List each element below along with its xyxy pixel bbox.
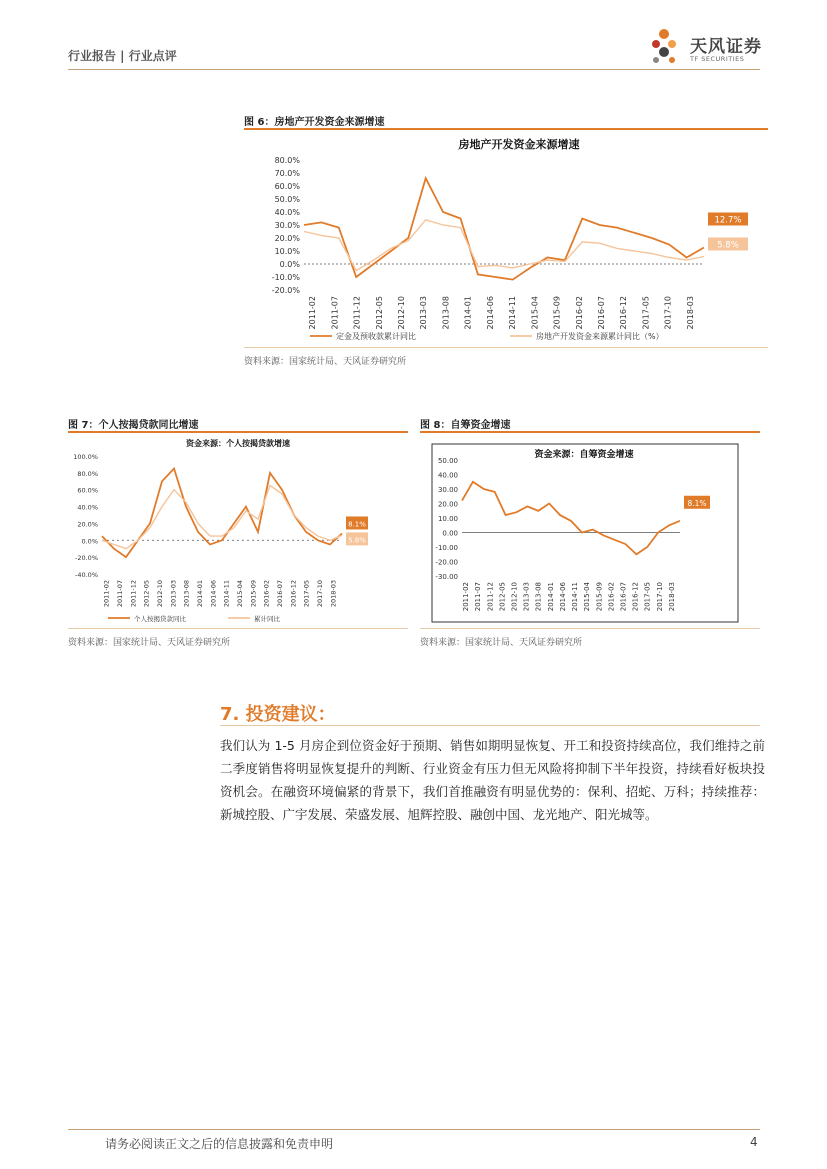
x-tick-label: 2017-05 xyxy=(643,582,652,612)
legend-entry xyxy=(510,331,664,341)
figure6-bottom-rule xyxy=(244,347,768,348)
svg-text:5.8%: 5.8% xyxy=(348,536,366,545)
x-tick-label: 2016-07 xyxy=(276,580,284,608)
y-tick-label: 0.00 xyxy=(442,529,458,538)
y-tick-label: -20.00 xyxy=(435,558,458,567)
figure6-top-rule xyxy=(244,128,768,130)
svg-text:个人按揭贷款同比: 个人按揭贷款同比 xyxy=(134,615,186,623)
figure8-source: 资料来源：国家统计局、天风证券研究所 xyxy=(420,638,583,648)
x-tick-label: 2011-02 xyxy=(308,296,318,330)
legend-entry xyxy=(228,614,281,623)
y-tick-label: -10.0% xyxy=(271,273,300,282)
legend-entry xyxy=(310,331,416,341)
x-tick-label: 2013-08 xyxy=(534,582,543,612)
y-tick-label: 20.00 xyxy=(437,500,458,509)
logo-text-en: TF SECURITIES xyxy=(690,55,745,63)
svg-text:房地产开发资金来源累计同比（%）: 房地产开发资金来源累计同比（%） xyxy=(536,332,664,341)
figure8-caption: 图 8：自筹资金增速 xyxy=(420,420,511,431)
y-tick-label: -20.0% xyxy=(75,554,98,563)
y-tick-label: 10.00 xyxy=(437,515,458,523)
y-tick-label: 80.0% xyxy=(77,469,98,478)
x-tick-label: 2011-07 xyxy=(474,582,483,612)
figure8-top-rule xyxy=(420,431,760,433)
x-tick-label: 2015-09 xyxy=(595,582,604,612)
y-tick-label: 40.0% xyxy=(77,503,98,512)
figure6-source: 资料来源：国家统计局、天风证券研究所 xyxy=(244,357,407,367)
x-tick-label: 2017-10 xyxy=(316,580,324,608)
x-tick-label: 2012-10 xyxy=(156,580,164,608)
section-divider xyxy=(220,725,760,726)
y-tick-label: 0.0% xyxy=(81,537,98,546)
x-tick-label: 2016-12 xyxy=(619,296,629,330)
x-tick-label: 2018-03 xyxy=(667,582,676,612)
figure7-bottom-rule xyxy=(68,628,408,629)
x-tick-label: 2011-07 xyxy=(330,296,340,330)
y-tick-label: 50.0% xyxy=(274,195,300,204)
x-tick-label: 2011-12 xyxy=(129,580,138,608)
x-tick-label: 2016-07 xyxy=(597,296,606,330)
y-tick-label: 40.0% xyxy=(274,208,300,217)
y-tick-label: 20.0% xyxy=(77,520,98,529)
end-value-label xyxy=(346,532,368,545)
svg-text:12.7%: 12.7% xyxy=(714,215,742,226)
chart-title: 资金来源：自筹资金增速 xyxy=(534,450,634,460)
x-tick-label: 2011-02 xyxy=(462,582,471,612)
x-tick-label: 2012-05 xyxy=(498,582,507,612)
header-divider xyxy=(68,69,760,70)
x-tick-label: 2012-05 xyxy=(374,296,384,330)
x-tick-label: 2013-03 xyxy=(169,580,178,608)
svg-text:定金及预收款累计同比: 定金及预收款累计同比 xyxy=(336,332,416,341)
x-tick-label: 2017-10 xyxy=(663,296,673,330)
figure8-bottom-rule xyxy=(420,628,760,629)
x-tick-label: 2016-12 xyxy=(631,582,640,612)
figure6-caption: 图 6：房地产开发资金来源增速 xyxy=(244,117,385,128)
x-tick-label: 2011-12 xyxy=(352,296,362,330)
svg-text:8.1%: 8.1% xyxy=(348,520,366,529)
figure8-chart xyxy=(420,434,760,626)
logo-text-cn: 天风证券 xyxy=(690,37,762,57)
section-body: 我们认为 1-5 月房企到位资金好于预期、销售如期明显恢复、开工和投资持续高位，我们维持之前二季度销售将明显恢复提升的判断、行业资金有压力但无风险将抑制下半年投资，持续看好板块投资机会。在融资环境偏紧的背景下，我们首推融资有明显优势的：保利、招蛇、万科；持续推荐：新城控股、广宇发展、荣盛发展、旭辉控股、融创中国、龙光地产、阳光城等。 xyxy=(220,738,765,822)
footer-divider xyxy=(68,1129,760,1130)
x-tick-label: 2017-10 xyxy=(655,582,664,612)
x-tick-label: 2011-12 xyxy=(486,582,495,612)
x-tick-label: 2016-07 xyxy=(619,582,628,612)
x-tick-label: 2018-03 xyxy=(329,580,338,608)
legend-entry xyxy=(108,614,187,623)
x-tick-label: 2014-01 xyxy=(196,580,204,608)
figure7-chart xyxy=(68,434,408,626)
disclaimer-text: 请务必阅读正文之后的信息披露和免责申明 xyxy=(105,1137,334,1151)
x-tick-label: 2013-08 xyxy=(441,296,451,330)
x-tick-label: 2014-06 xyxy=(209,580,218,608)
series-line-2 xyxy=(304,220,704,271)
svg-text:5.8%: 5.8% xyxy=(717,240,739,251)
svg-text:累计同比: 累计同比 xyxy=(254,615,280,623)
x-tick-label: 2015-09 xyxy=(249,580,258,608)
x-tick-label: 2015-04 xyxy=(530,296,540,330)
y-tick-label: 70.0% xyxy=(274,169,300,178)
x-tick-label: 2014-06 xyxy=(485,296,495,330)
x-tick-label: 2017-05 xyxy=(641,296,651,330)
x-tick-label: 2018-03 xyxy=(685,296,695,330)
end-value-label xyxy=(684,496,710,509)
x-tick-label: 2016-02 xyxy=(607,582,616,612)
chart-title: 房地产开发资金来源增速 xyxy=(458,138,580,151)
x-tick-label: 2013-03 xyxy=(419,296,429,330)
chart-title: 资金来源：个人按揭贷款增速 xyxy=(186,439,290,448)
x-tick-label: 2012-05 xyxy=(142,580,151,608)
y-tick-label: 20.0% xyxy=(274,234,300,243)
x-tick-label: 2016-02 xyxy=(574,296,584,330)
figure6-chart xyxy=(244,132,768,345)
y-tick-label: 0.0% xyxy=(279,260,300,269)
report-type-header: 行业报告 | 行业点评 xyxy=(68,49,177,63)
x-tick-label: 2014-11 xyxy=(571,582,580,612)
x-tick-label: 2013-08 xyxy=(182,580,191,608)
x-tick-label: 2014-01 xyxy=(463,296,473,330)
y-tick-label: 80.0% xyxy=(274,156,300,165)
x-tick-label: 2011-02 xyxy=(102,580,111,608)
y-tick-label: 30.0% xyxy=(274,221,300,230)
x-tick-label: 2015-09 xyxy=(552,296,562,330)
end-value-label xyxy=(708,237,748,250)
y-tick-label: 100.0% xyxy=(73,453,98,461)
x-tick-label: 2012-10 xyxy=(510,582,519,612)
y-tick-label: 30.00 xyxy=(437,486,458,494)
x-tick-label: 2015-04 xyxy=(236,580,244,608)
y-tick-label: 10.0% xyxy=(274,247,300,256)
end-value-label xyxy=(346,516,368,529)
y-tick-label: -10.00 xyxy=(435,544,458,552)
series-line-1 xyxy=(102,469,342,557)
end-value-label xyxy=(708,212,748,225)
y-tick-label: 60.0% xyxy=(274,182,300,191)
x-tick-label: 2014-11 xyxy=(508,296,518,330)
y-tick-label: 50.00 xyxy=(437,457,458,465)
x-tick-label: 2011-07 xyxy=(116,580,124,608)
x-tick-label: 2016-12 xyxy=(289,580,298,608)
x-tick-label: 2015-04 xyxy=(583,582,592,612)
x-tick-label: 2014-01 xyxy=(546,582,555,612)
x-tick-label: 2016-02 xyxy=(262,580,271,608)
page-number: 4 xyxy=(750,1135,758,1149)
figure7-caption: 图 7：个人按揭贷款同比增速 xyxy=(68,420,199,431)
figure7-top-rule xyxy=(68,431,408,433)
figure7-source: 资料来源：国家统计局、天风证券研究所 xyxy=(68,638,231,648)
x-tick-label: 2014-11 xyxy=(222,580,231,608)
y-tick-label: 40.00 xyxy=(437,471,458,480)
x-tick-label: 2017-05 xyxy=(302,580,311,608)
y-tick-label: 60.0% xyxy=(77,486,98,495)
section-title: 7. 投资建议： xyxy=(220,704,336,725)
y-tick-label: -30.00 xyxy=(435,573,458,581)
y-tick-label: -40.0% xyxy=(75,571,98,579)
x-tick-label: 2013-03 xyxy=(522,582,531,612)
series-line-1 xyxy=(462,482,680,555)
x-tick-label: 2012-10 xyxy=(397,296,406,330)
svg-text:8.1%: 8.1% xyxy=(687,498,707,508)
y-tick-label: -20.0% xyxy=(271,286,300,295)
x-tick-label: 2014-06 xyxy=(558,582,567,612)
